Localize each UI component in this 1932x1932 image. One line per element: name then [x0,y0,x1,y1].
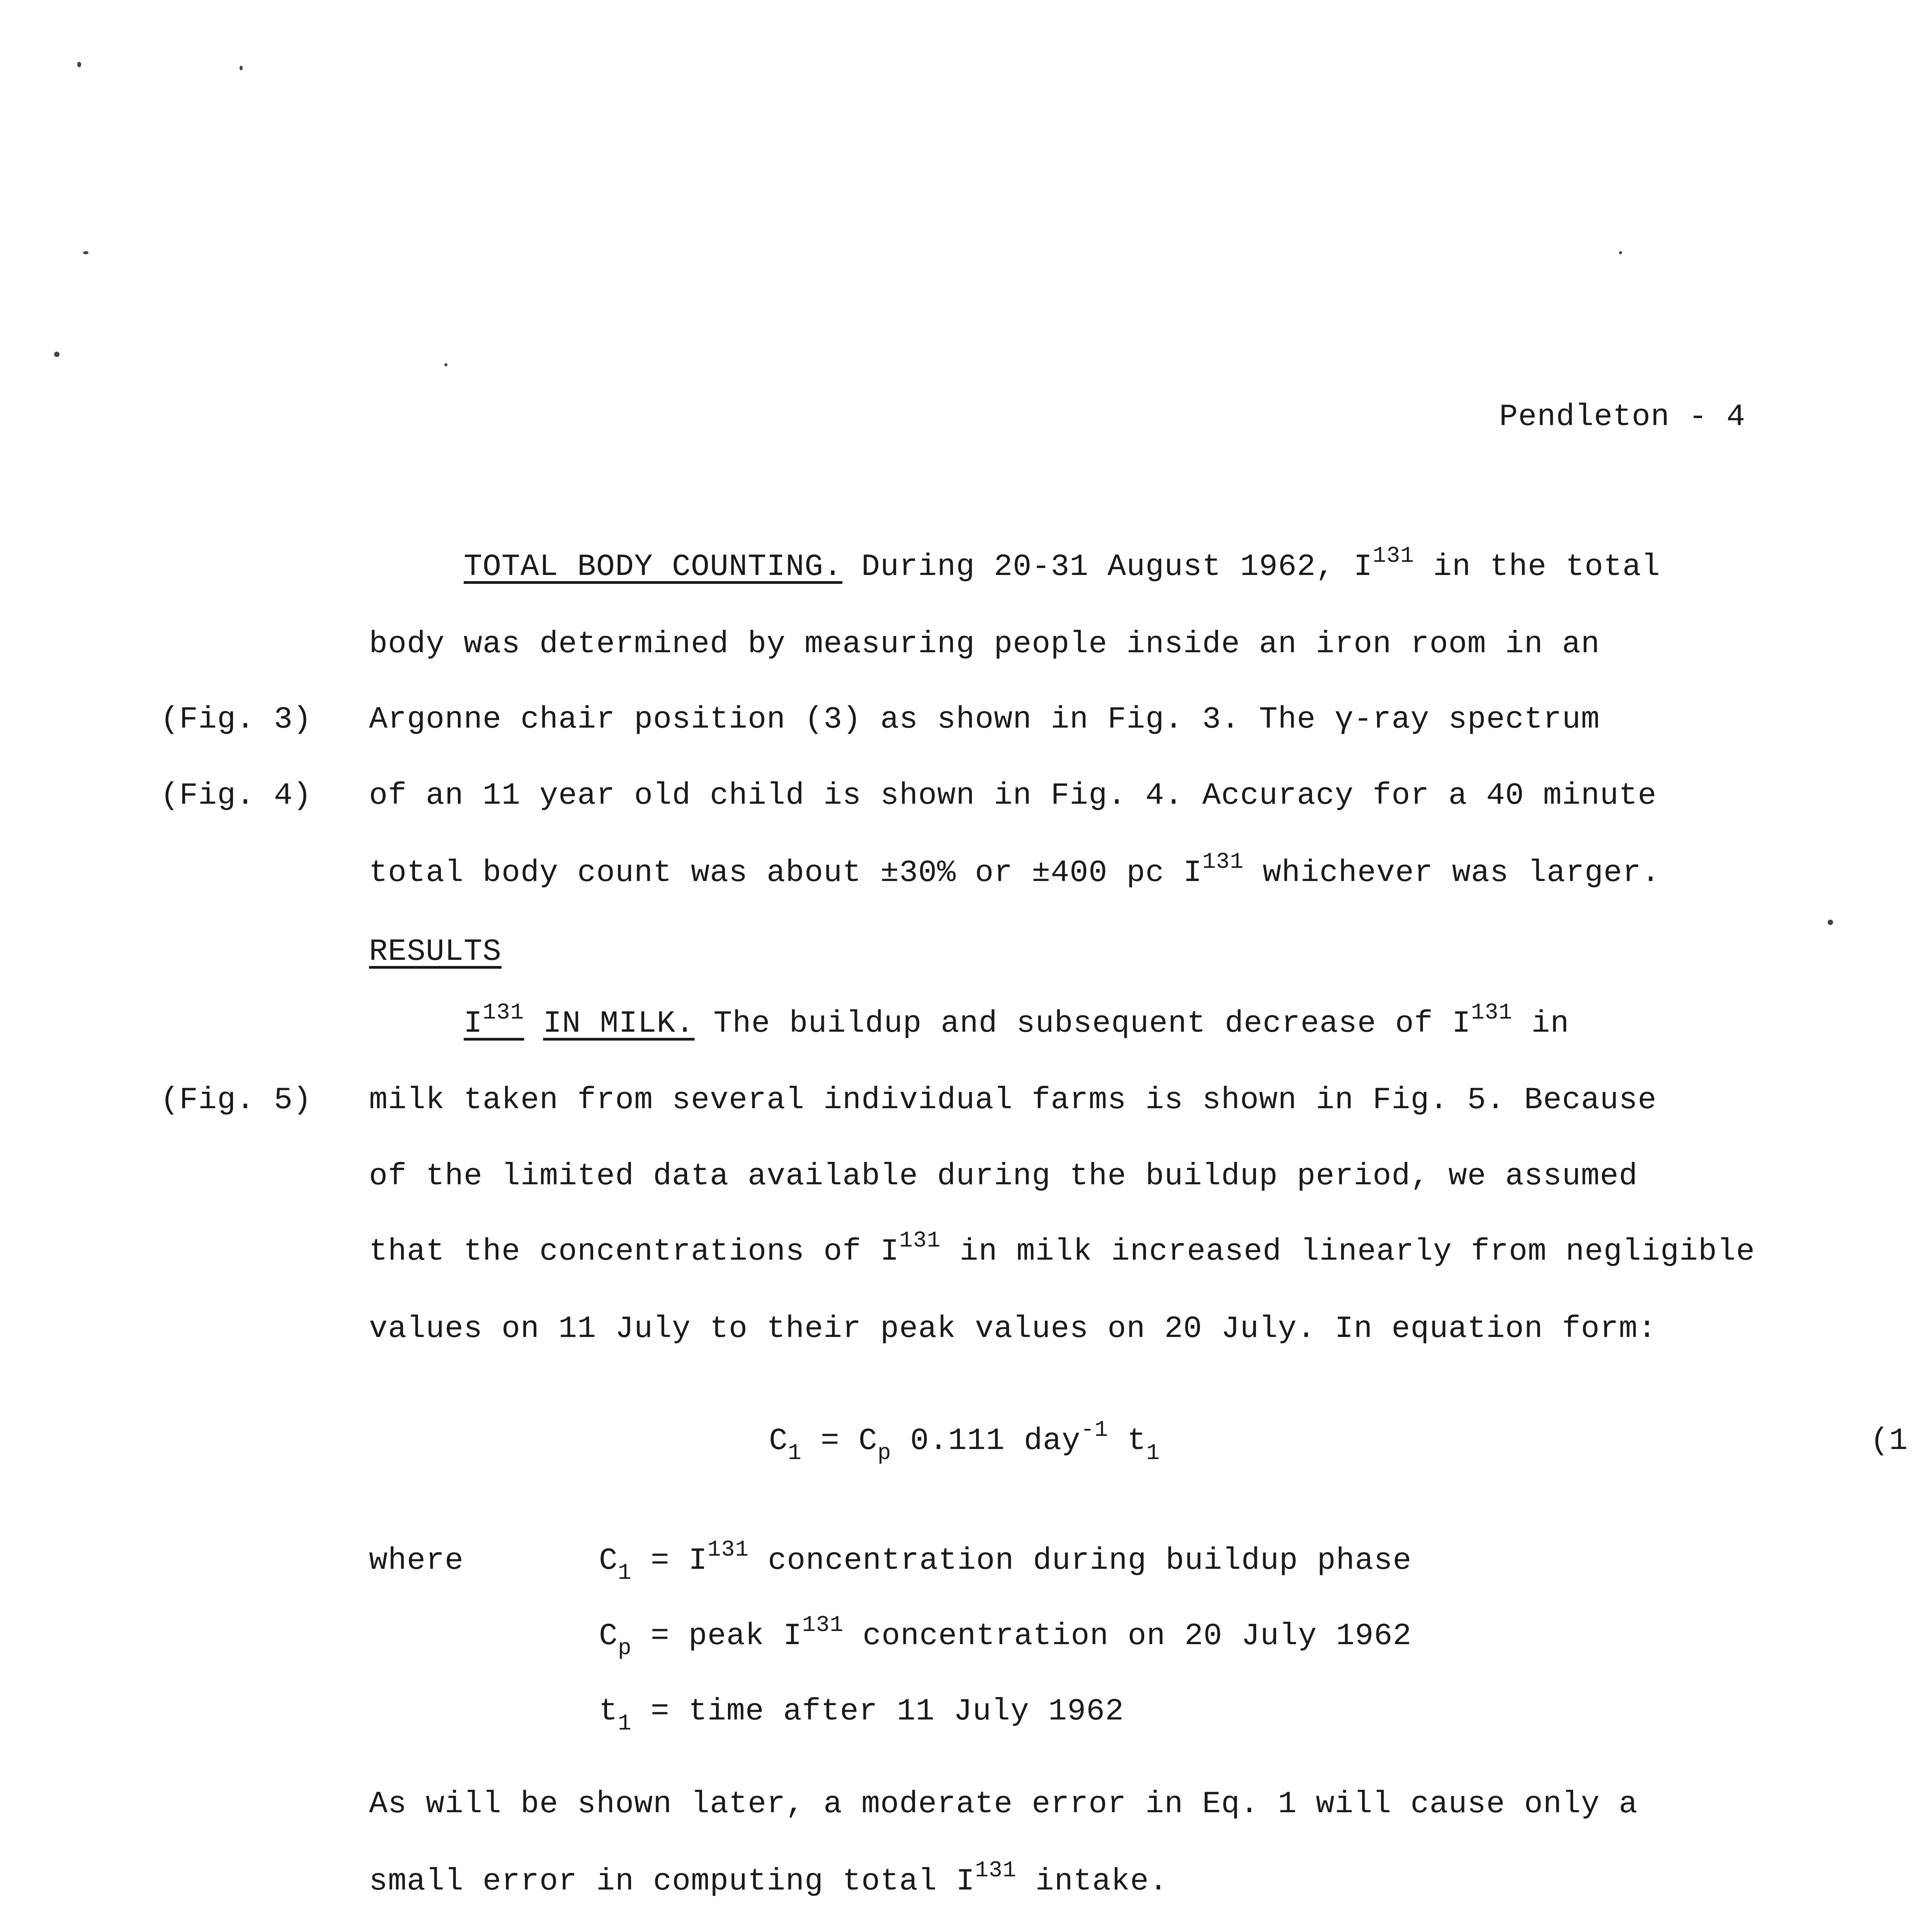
paragraph-line: values on 11 July to their peak values on 20 July. In equation form: [369,1311,1657,1347]
paragraph-line: As will be shown later, a moderate error in Eq. 1 will cause only a [369,1787,1638,1822]
scan-speck [77,62,81,67]
scan-speck [444,363,447,366]
paragraph-line: body was determined by measuring people inside an iron room in an [369,627,1600,662]
where-label: where [369,1543,464,1578]
scan-speck [1828,920,1833,925]
paragraph-line: TOTAL BODY COUNTING. During 20-31 August 1962, $I^{131}$ in the total [464,544,1660,585]
margin-note-fig5: (Fig. 5) [160,1083,312,1118]
scan-speck [83,251,88,254]
scan-speck [240,66,243,70]
margin-note-fig4: (Fig. 4) [160,778,312,813]
paragraph-line: that the concentrations of $I^{131}$ in milk increased linearly from negligible [369,1228,1755,1269]
definition-c1: $C_1 = I^{131}$ concentration during buildup phase [599,1537,1412,1586]
equation-number: (1 [1870,1423,1908,1459]
scan-speck [1619,251,1622,254]
definition-t1: $t_1$ = time after 11 July 1962 [599,1694,1124,1736]
paragraph-line: small error in computing total $I^{131}$ intake. [369,1858,1168,1899]
paragraph-line: of an 11 year old child is shown in Fig. 4. Accuracy for a 40 minute [369,778,1657,813]
paragraph-line: total body count was about ±30% or ±400 pc $I^{131}$ whichever was larger. [369,850,1660,891]
paragraph-line: Argonne chair position (3) as shown in Fig. 3. The γ-ray spectrum [369,702,1600,737]
equation-1: $C_1 = C_p$ 0.111 day$^{-1}$ $t_1$ [769,1418,1160,1466]
definition-cp: $C_p$ = peak $I^{131}$ concentration on 20 July 1962 [599,1613,1412,1661]
section-heading-total-body-counting: TOTAL BODY COUNTING. [464,549,843,585]
running-head: Pendleton - 4 [1499,400,1746,435]
paragraph-line: of the limited data available during the buildup period, we assumed [369,1159,1638,1194]
section-heading-results: RESULTS [369,934,502,969]
paragraph-line: $I^{131}$ IN MILK. The buildup and subsequent decrease of $I^{131}$ in [464,1000,1570,1041]
scan-speck [54,352,60,357]
paragraph-line: milk taken from several individual farms is shown in Fig. 5. Because [369,1083,1657,1118]
margin-note-fig3: (Fig. 3) [160,702,312,737]
section-heading-iodine-in-milk: $I^{131}$ [464,1000,524,1041]
